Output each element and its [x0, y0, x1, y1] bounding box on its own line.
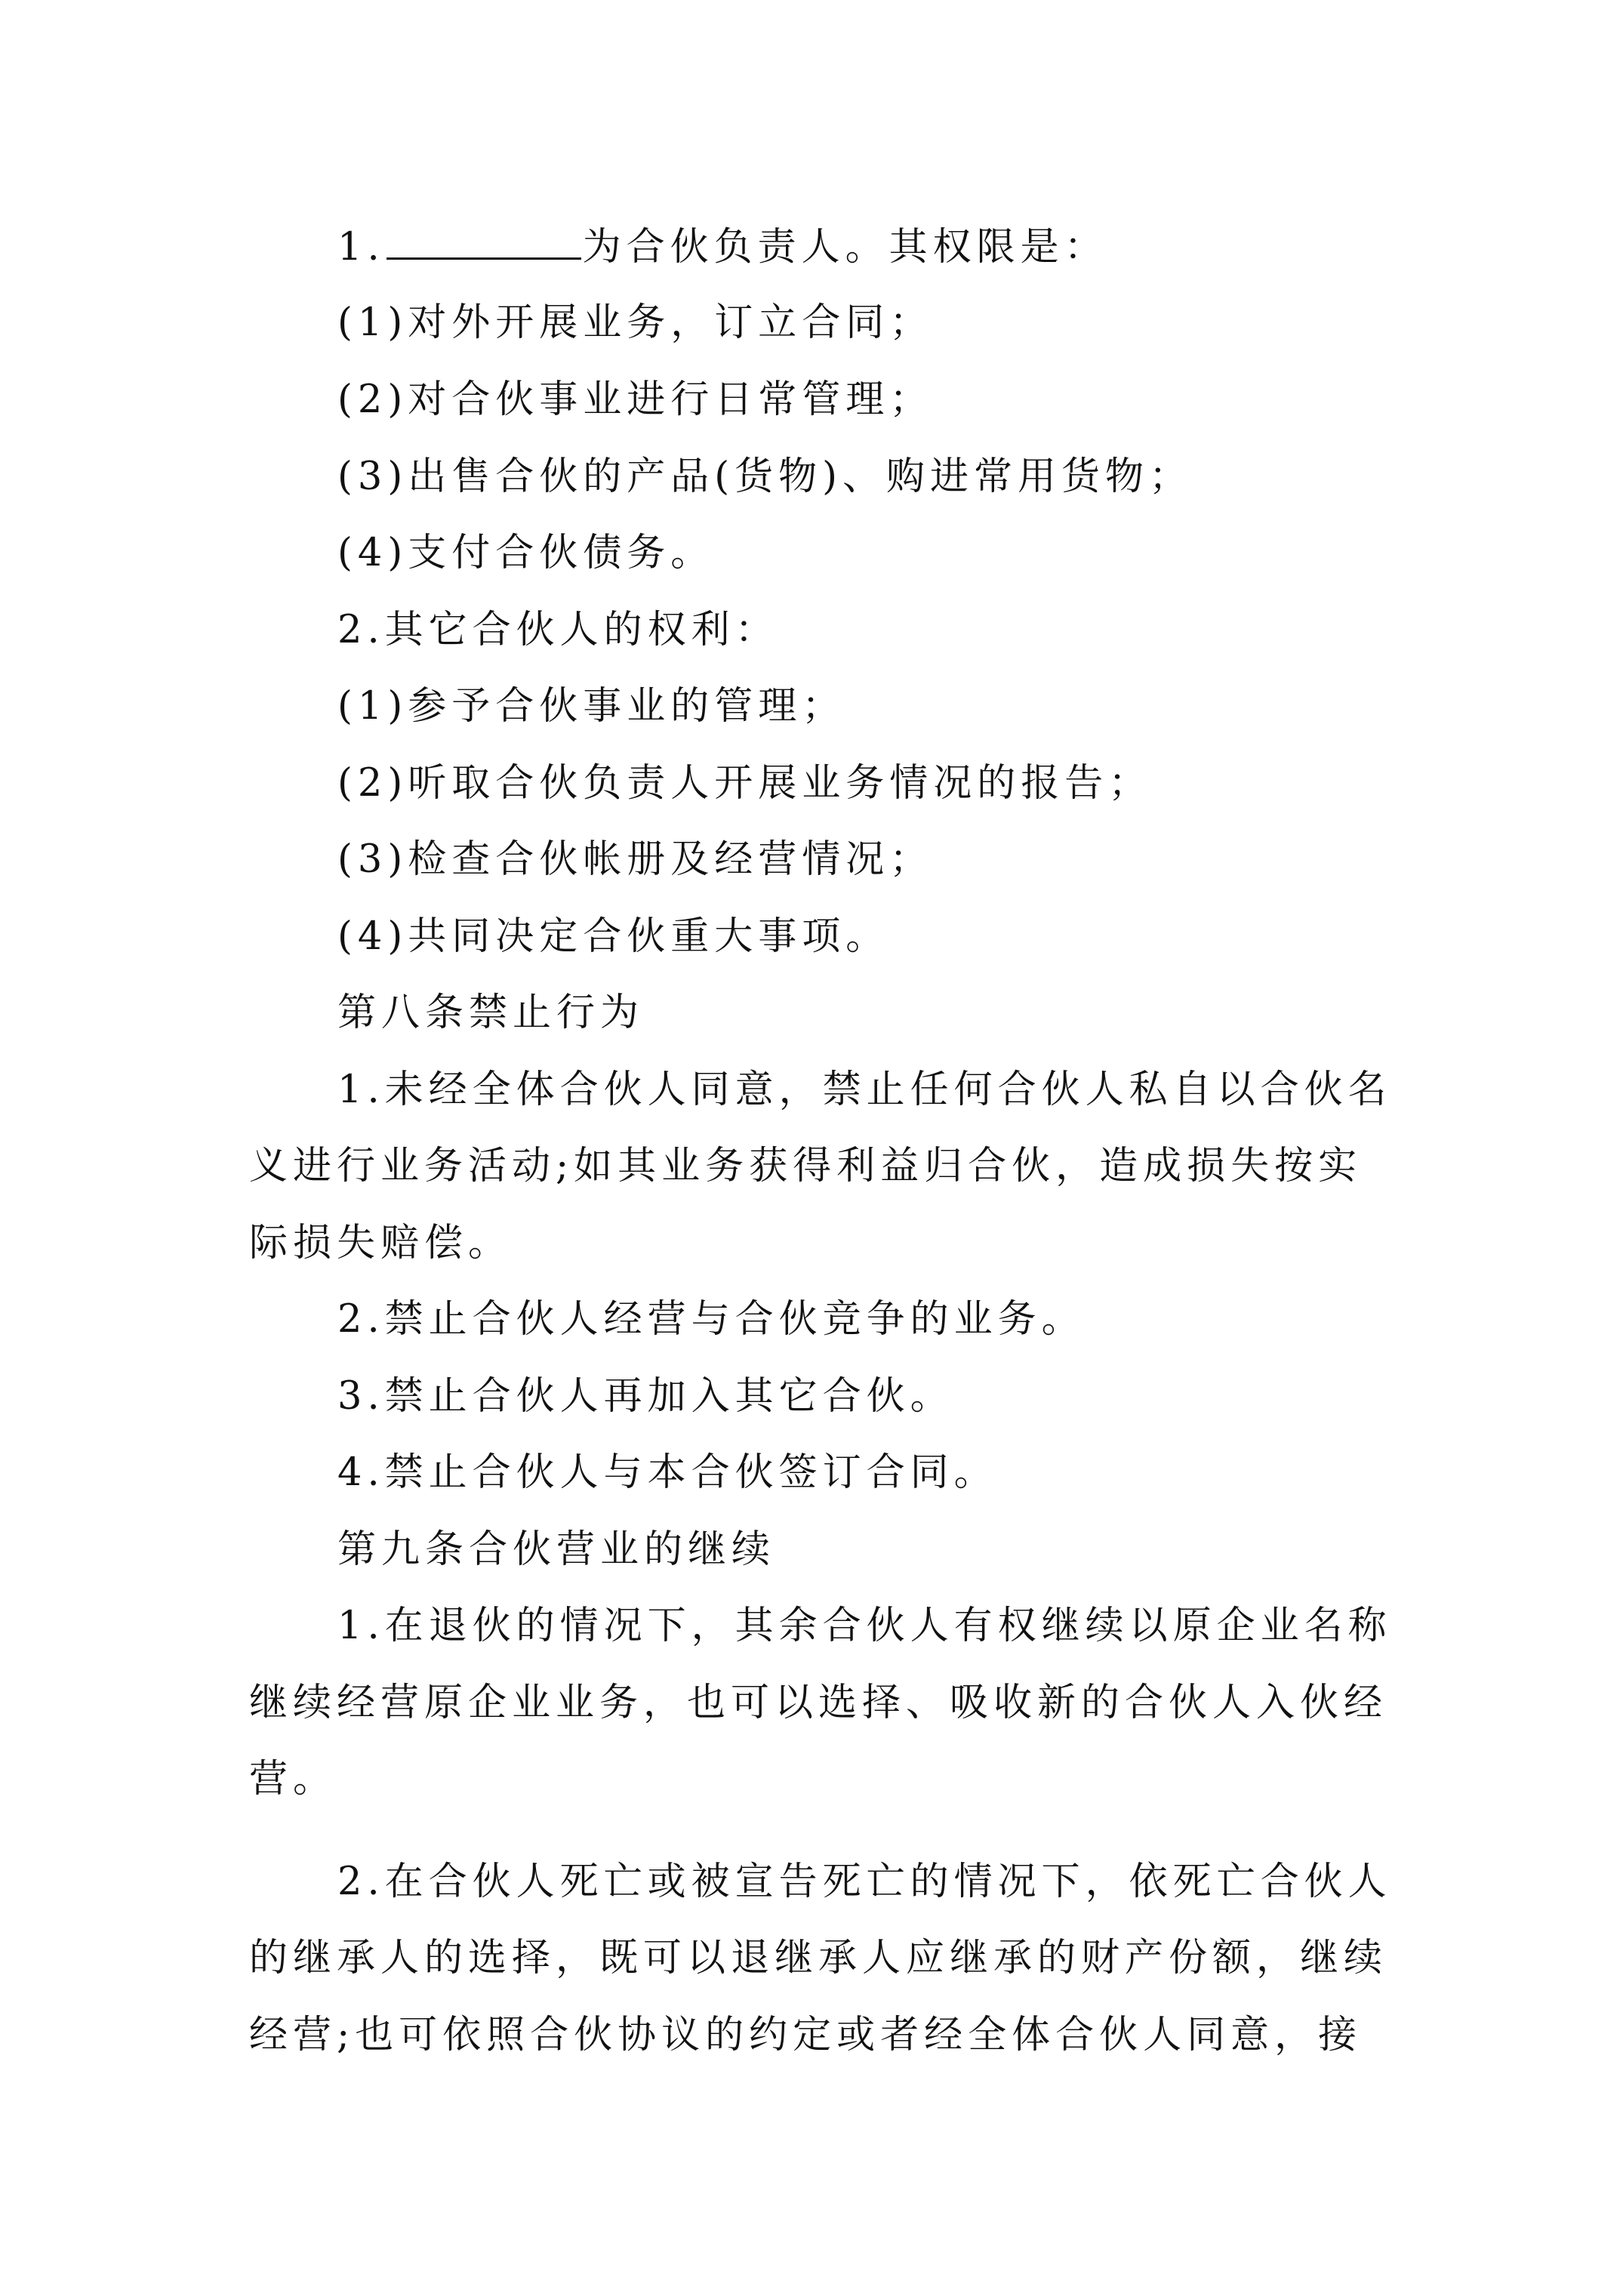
paragraph-line: 义进行业务活动;如其业务获得利益归合伙，造成损失按实 — [249, 1144, 1363, 1188]
paragraph-line: (4)共同决定合伙重大事项。 — [337, 914, 890, 959]
paragraph-line: (3)出售合伙的产品(货物)、购进常用货物； — [337, 455, 1193, 499]
article-heading: 第九条合伙营业的继续 — [337, 1527, 776, 1572]
paragraph-line: (2)听取合伙负责人开展业务情况的报告； — [337, 761, 1153, 806]
paragraph-line: 经营;也可依照合伙协议的约定或者经全体合伙人同意，接 — [249, 2013, 1363, 2057]
paragraph-line: (1)对外开展业务，订立合同； — [337, 300, 934, 345]
paragraph-line: 2.在合伙人死亡或被宣告死亡的情况下，依死亡合伙人 — [337, 1860, 1392, 1904]
paragraph-line: 2.禁止合伙人经营与合伙竞争的业务。 — [337, 1297, 1086, 1342]
line-number: 1. — [337, 225, 385, 270]
paragraph-line: 1.在退伙的情况下，其余合伙人有权继续以原企业名称 — [337, 1604, 1392, 1648]
article-heading: 第八条禁止行为 — [337, 991, 645, 1035]
paragraph-line: 1.未经全体合伙人同意，禁止任何合伙人私自以合伙名 — [337, 1068, 1392, 1112]
paragraph-line: 的继承人的选择，既可以退继承人应继承的财产份额，继续 — [249, 1936, 1388, 1980]
blank-underline — [387, 224, 581, 260]
responsible-partner-line — [337, 224, 1108, 270]
paragraph-line: 继续经营原企业业务，也可以选择、吸收新的合伙人入伙经 — [249, 1681, 1388, 1725]
paragraph-line: 际损失赔偿。 — [249, 1221, 513, 1265]
paragraph-line: 2.其它合伙人的权利： — [337, 608, 779, 652]
paragraph-line: (2)对合伙事业进行日常管理； — [337, 378, 934, 422]
line-text: 为合伙负责人。其权限是： — [582, 225, 1108, 270]
paragraph-line: 营。 — [249, 1757, 337, 1801]
paragraph-line: (1)参予合伙事业的管理； — [337, 684, 846, 729]
paragraph-line: 4.禁止合伙人与本合伙签订合同。 — [337, 1450, 998, 1495]
paragraph-line: 3.禁止合伙人再加入其它合伙。 — [337, 1374, 954, 1419]
paragraph-line: (4)支付合伙债务。 — [337, 531, 715, 575]
paragraph-line: (3)检查合伙帐册及经营情况； — [337, 837, 934, 882]
